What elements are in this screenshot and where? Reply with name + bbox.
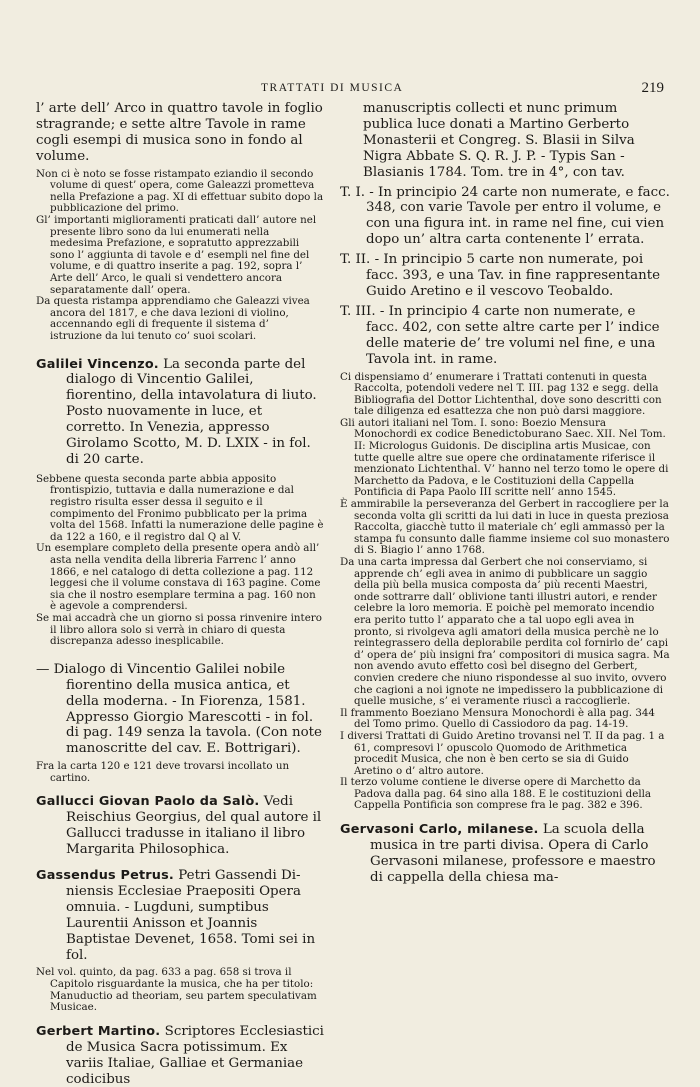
note-paragraph: Il frammento Boeziano Mensura Monochordi è alla pag. 344 del Tomo primo. Quello di Cassiodoro da pag. 14-19. — [340, 706, 655, 731]
galeazzi-continuation: l’ arte dell’ Arco in quattro tavole in foglio stragrande; e sette altre Tavole in rame cogli esempi di musica sono in fondo al volume. — [36, 101, 323, 164]
entry-galilei-dialogo: — Dialogo di Vincentio Galilei nobile fiorentino della musica antica, et della moderna. - In Fiorenza, 1581. Appresso Giorgio Marescotti - in fol. di pag. 149 senza la tavola. (Con note manoscritte del cav. E. Bottrigari). — [36, 661, 322, 757]
entry-headword: Galilei Vincenzo. — [36, 356, 159, 372]
page-header — [36, 80, 664, 98]
entry-gassendus: Gassendus Petrus. Petri Gassendi Di- niensis Ecclesiae Praepositi Opera omnuia. - Lugduni, sumptibus Laurentii Anisson et Joannis Baptistae Devenet, 1658. Tomi sei in fol. — [36, 868, 316, 963]
entry-gallucci: Gallucci Giovan Paolo da Salò. Vedi Reischius Georgius, del qual autore il Gallucci tradusse in italiano il libro Margarita Philosophica. — [36, 794, 322, 858]
note-paragraph: Se mai accadrà che un giorno si possa rinvenire intero il libro allora solo si verrà in chiaro di questa discrepanza adesso inesplicabile. — [36, 612, 322, 648]
gerbert-continuation: manuscriptis collecti et nunc primum publica luce donati a Martino Gerberto Monasterii et Congreg. S. Blasii in Silva Nigra Abbate S. Q. R. J. P. - Typis San - Blasianis 1784. Tom. tre in 4°, con tav. — [363, 101, 635, 180]
note-paragraph: Nel vol. quinto, da pag. 633 a pag. 658 si trova il Capitolo risguardante la musica, che ha per titolo: Manuductio ad theoriam, seu partem speculativam Musicae. — [36, 966, 317, 1014]
entry-headword: Gerbert Martino. — [36, 1023, 161, 1039]
entry-headword: Gervasoni Carlo, milanese. — [340, 822, 539, 838]
right-column — [340, 101, 670, 886]
tome-description: T. II. - In principio 5 carte non numerate, poi facc. 393, e una Tav. in fine rappresentante Guido Aretino e il vescovo Teobaldo. — [340, 252, 661, 299]
note-paragraph: È ammirabile la perseveranza del Gerbert in raccogliere per la seconda volta gli scritti da lui dati in luce in questa preziosa Raccolta, giacchè tutto il materiale ch’ egli ammassò per la stampa fu consunto dalle fiamme insieme col suo monastero di S. Biagio l’ anno 1768. — [340, 498, 670, 557]
note-paragraph: Fra la carta 120 e 121 deve trovarsi incollato un cartino. — [36, 760, 290, 784]
note-paragraph: Da una carta impressa dal Gerbert che noi conserviamo, si apprende ch’ egli avea in animo di pubblicare un saggio della più bella musica composta da’ più recenti Maestri, onde sottrarre dall’ oblivione tanti illustri autori, e render celebre la loro memoria. E poichè pel memorato incendio era perito tutto l’ apparato che a tal uopo egli avea in pronto, si rivolgeva agli amatori della musica perchè ne lo reintegrassero della deplorabile perdita col fornirlo de’ capi d’ opera de’ più insigni fra’ compositori di musica sagra. Ma non avendo avuto effetto così bel disegno del Gerbert, convien credere che niuno rispondesse al suo invito, ovvero che cagioni a noi ignote ne impedissero la pubblicazione di quelle musiche, s’ ei veramente riuscì a raccoglierle. — [340, 556, 670, 708]
note-paragraph: Gl’ importanti miglioramenti praticati dall’ autore nel presente libro sono da lui enumerati nella medesima Prefazione, e sopratutto apprezzabili sono l’ aggiunta di tavole e d’ esempli nel fine del volume, e di quattro inserite a pag. 192, sopra l’ Arte dell’ Arco, le quali si vendettero ancora separatamente dall’ opera. — [36, 214, 317, 296]
entry-headword: Gassendus Petrus. — [36, 868, 174, 884]
tome-description: T. I. - In principio 24 carte non numerate, e facc. 348, con varie Tavole per entro il volume, e con una figura int. in rame nel fine, cui vien dopo un’ altra carta contenente l’ errata. — [340, 184, 670, 248]
entry-headword: Gallucci Giovan Paolo da Salò. — [36, 794, 260, 810]
note-paragraph: Ci dispensiamo d’ enumerare i Trattati contenuti in questa Raccolta, potendoli vedere nel T. III. pag 132 e segg. della Bibliografia del Dottor Lichtenthal, dove sono descritti con tale diligenza ed esattezza che non può darsi maggiore. — [340, 370, 662, 418]
note-paragraph: Un esemplare completo della presente opera andò all’ asta nella vendita della libreria Farrenc l’ anno 1866, e nel catalogo di detta collezione a pag. 112 leggesi che il volume constava di 163 pagine. Come sia che il nostro esemplare termina a pag. 160 non è agevole a comprendersi. — [36, 542, 321, 613]
tome-description: T. III. - In principio 4 carte non numerate, e facc. 402, con sette altre carte per l’ indice delle materie de’ tre volumi nel fine, e una Tavola int. in rame. — [340, 303, 660, 367]
note-paragraph: Sebbene questa seconda parte abbia apposito frontispizio, tuttavia e dalla numerazione e dal registro risulta esser dessa il seguito e il compimento del Fronimo pubblicato per la prima volta del 1568. Infatti la numerazione delle pagine è da 122 a 160, e il registro dal Q al V. — [36, 472, 324, 543]
note-paragraph: Gli autori italiani nel Tom. I. sono: Boezio Mensura Monochordi ex codice Benedictoburano Saec. XII. Nel Tom. II: Micrologus Guidonis. De disciplina artis Musicae, con tutte quelle altre sue opere che ordinatamente riferisce il menzionato Lichtenthal. V’ hanno nel terzo tomo le opere di Marchetto da Padova, e le Costituzioni della Cappella Pontificia di Papa Paolo III scritte nell’ anno 1545. — [340, 416, 669, 499]
note-paragraph: I diversi Trattati di Guido Aretino trovansi nel T. II da pag. 1 a 61, compresovi l’ opuscolo Quomodo de Arithmetica procedit Musica, che non è ben certo se sia di Guido Aretino o d’ altro autore. — [340, 729, 665, 777]
note-paragraph: Il terzo volume contiene le diverse opere di Marchetto da Padova dalla pag. 64 sino alla 188. E le costituzioni della Cappella Pontificia son comprese fra le pag. 382 e 396. — [340, 776, 652, 812]
page-number: 219 — [641, 80, 664, 96]
left-column — [36, 101, 324, 1087]
note-paragraph: Non ci è noto se fosse ristampato eziandio il secondo volume di quest’ opera, come Galeazzi prometteva nella Prefazione a pag. XI di effettuar subito dopo la pubblicazione del primo. — [36, 167, 324, 215]
running-title: TRATTATI DI MUSICA — [261, 82, 404, 94]
entry-gervasoni: Gervasoni Carlo, milanese. La scuola della musica in tre parti divisa. Opera di Carlo Gervasoni milanese, professore e maestro di cappella della chiesa ma- — [340, 822, 656, 885]
entry-gerbert: Gerbert Martino. Scriptores Ecclesiastici de Musica Sacra potissimum. Ex variis Italiae, Galliae et Germaniae codicibus — [36, 1023, 324, 1087]
note-paragraph: Da questa ristampa apprendiamo che Galeazzi vivea ancora del 1817, e che dava lezioni di violino, accennando egli di frequente il sistema d’ istruzione da lui tenuto co’ suoi scolari. — [36, 295, 310, 342]
entry-galilei: Galilei Vincenzo. La seconda parte del dialogo di Vincentio Galilei, fiorentino, della intavolatura di liuto. Posto nuovamente in luce, et corretto. In Venezia, appresso Girolamo Scotto, M. D. LXIX - in fol. di 20 carte. — [36, 356, 317, 467]
